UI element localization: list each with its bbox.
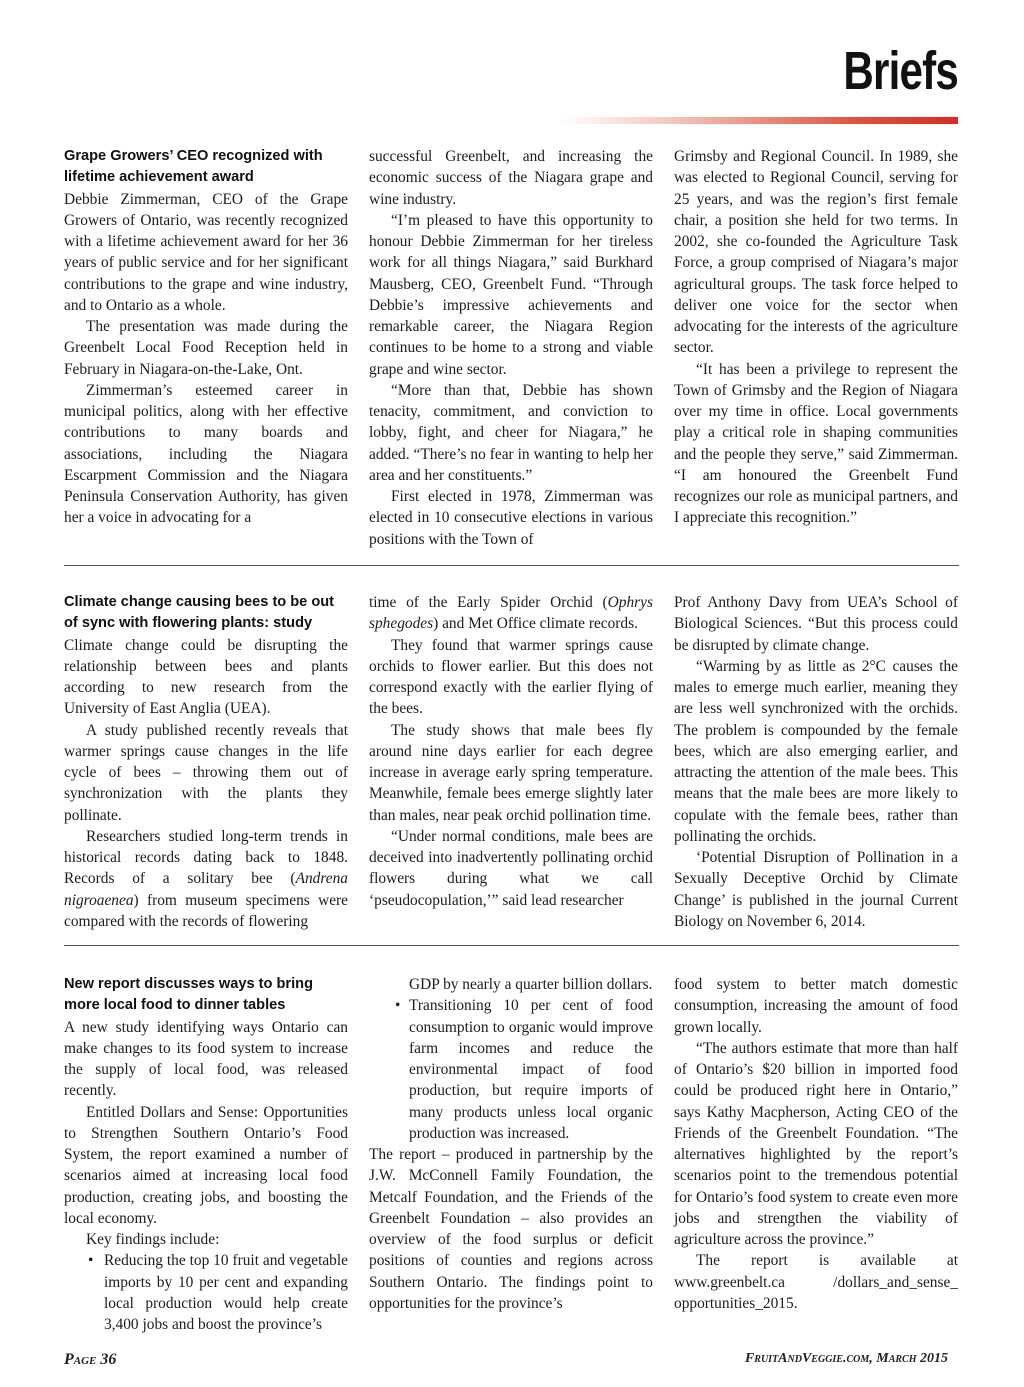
- paragraph: “It has been a privilege to represent the Town of Grimsby and the Region of Niagara over my time in office. Local governments play a critical role in shaping communities and the people they serve,” said Zimmerman. “I am honoured the Greenbelt Fund recognizes our role as municipal partners, and I appreciate this recognition.”: [674, 360, 958, 527]
- paragraph: “Warming by as little as 2°C causes the males to emerge much earlier, meaning they are less well synchronized with the orchids. The problem is compounded by the female bees, which are also emerging earlier, and attracting the attention of the male bees. This means that the male bees are more likely to copulate with the female bees, rather than pollinating the orchids.: [674, 657, 958, 845]
- article-3-column-2: [369, 974, 653, 1314]
- text-run: ) from museum specimens were compared with the records of flowering: [64, 891, 348, 930]
- header-gradient-bar: [560, 117, 958, 124]
- paragraph: Debbie Zimmerman, CEO of the Grape Growers of Ontario, was recently recognized with a lifetime achievement award for her 36 years of public service and for her significant contributions to the grape and wine industry, and to Ontario as a whole.: [64, 190, 348, 314]
- article-3-column-3: [674, 974, 958, 1314]
- paragraph: Prof Anthony Davy from UEA’s School of Biological Sciences. “But this process could be disrupted by climate change.: [674, 594, 958, 654]
- paragraph: They found that warmer springs cause orchids to flower earlier. But this does not correspond exactly with the earlier flying of the bees.: [369, 636, 653, 718]
- text-run: time of the Early Spider Orchid (: [369, 594, 608, 611]
- paragraph: Grimsby and Regional Council. In 1989, she was elected to Regional Council, serving for 25 years, and was the region’s first female chair, a position she held for two terms. In 2002, she co-founded the Agriculture Task Force, a group comprised of Niagara’s major agricultural groups. The task force helped to deliver one voice for the sector when advocating for the interests of the agriculture sector.: [674, 148, 958, 357]
- section-divider: [64, 565, 959, 566]
- article-2-column-2: [369, 592, 653, 911]
- article-1-column-1: [64, 146, 348, 529]
- text-run: Researchers studied long-term trends in historical records dating back to 1848. Records of a solitary bee (: [64, 827, 348, 888]
- paragraph: “The authors estimate that more than half of Ontario’s $20 billion in imported food could be produced right here in Ontario,” says Kathy Macpherson, Acting CEO of the Friends of the Greenbelt Foundation. “The alternatives highlighted by the report’s scenarios point to the tremendous potential for Ontario’s food system to create even more jobs and strengthen the viability of agriculture across the province.”: [674, 1039, 958, 1248]
- paragraph: [64, 826, 348, 932]
- list-item: • Transitioning 10 per cent of food consumption to organic would improve farm incomes and reduce the environmental impact of food production, but require imports of many products unless local organic production was increased.: [369, 995, 653, 1144]
- paragraph: First elected in 1978, Zimmerman was elected in 10 consecutive elections in various positions with the Town of: [369, 488, 653, 548]
- paragraph: Zimmerman’s esteemed career in municipal politics, along with her effective contributions to many boards and associations, including the Niagara Escarpment Commission and the Niagara Peninsula Conservation Authority, has given her a voice in advocating for a: [64, 381, 348, 527]
- article-1-column-2: [369, 146, 653, 550]
- paragraph: food system to better match domestic consumption, increasing the amount of food grown locally.: [674, 976, 958, 1036]
- article-3-column-1: [64, 974, 348, 1335]
- paragraph: [369, 592, 653, 635]
- paragraph: A study published recently reveals that warmer springs cause changes in the life cycle of bees – throwing them out of synchronization with the plants they pollinate.: [64, 721, 348, 824]
- species-name: Andrena nigroaenea: [64, 870, 348, 909]
- publication-info: FruitAndVeggie.com, March 2015: [744, 1351, 948, 1366]
- paragraph: “I’m pleased to have this opportunity to honour Debbie Zimmerman for her tireless work for all things Niagara,” said Burkhard Mausberg, CEO, Greenbelt Fund. “Through Debbie’s impressive achievements and remarkable career, the Niagara Region continues to be home to a strong and viable grape and wine sector.: [369, 211, 653, 378]
- paragraph: The study shows that male bees fly around nine days earlier for each degree increase in average early spring temperature. Meanwhile, female bees emerge slightly later than males, near peak orchid pollination time.: [369, 721, 653, 824]
- paragraph: The presentation was made during the Greenbelt Local Food Reception held in February in Niagara-on-the-Lake, Ont.: [64, 318, 348, 378]
- key-findings-list: [64, 1250, 348, 1335]
- paragraph: ‘Potential Disruption of Pollination in a Sexually Deceptive Orchid by Climate Change’ is published in the journal Current Biology on November 6, 2014.: [674, 849, 958, 930]
- paragraph: A new study identifying ways Ontario can make changes to its food system to increase the supply of local food, was released recently.: [64, 1018, 348, 1100]
- article-headline: Grape Growers’ CEO recognized with lifetime achievement award: [64, 148, 323, 186]
- paragraph: “More than that, Debbie has shown tenacity, commitment, and conviction to lobby, fight, and cheer for Niagara,” he added. “There’s no fear in wanting to help her area and her constituents.”: [369, 381, 653, 484]
- key-findings-list-continued: [369, 995, 653, 1144]
- list-item-continued: GDP by nearly a quarter billion dollars.: [409, 976, 653, 993]
- paragraph: The report is available at www.greenbelt.ca /dollars_and_sense_ opportunities_2015.: [674, 1252, 958, 1312]
- paragraph: “Under normal conditions, male bees are deceived into inadvertently pollinating orchid flowers during what we call ‘pseudocopulation,’” said lead researcher: [369, 827, 653, 909]
- paragraph: successful Greenbelt, and increasing the economic success of the Niagara grape and wine industry.: [369, 148, 653, 208]
- list-item: • Reducing the top 10 fruit and vegetable imports by 10 per cent and expanding local production would help create 3,400 jobs and boost the province’s: [64, 1250, 348, 1335]
- text-run: ) and Met Office climate records.: [433, 615, 638, 633]
- article-headline: New report discusses ways to bring more local food to dinner tables: [64, 976, 313, 1014]
- paragraph: Climate change could be disrupting the relationship between bees and plants according to new research from the University of East Anglia (UEA).: [64, 636, 348, 718]
- article-1-column-3: [674, 146, 958, 529]
- article-2-column-3: [674, 592, 958, 932]
- article-2-column-1: [64, 592, 348, 932]
- article-headline: Climate change causing bees to be out of sync with flowering plants: study: [64, 594, 335, 632]
- paragraph: Entitled Dollars and Sense: Opportunities to Strengthen Southern Ontario’s Food System, the report examined a number of scenarios aimed at increasing local food production, creating jobs, and boosting the local economy.: [64, 1103, 348, 1227]
- section-divider: [64, 945, 959, 946]
- page-number: Page 36: [64, 1351, 117, 1368]
- section-title: Briefs: [843, 41, 958, 101]
- paragraph: The report – produced in partnership by the J.W. McConnell Family Foundation, the Metcalf Foundation, and the Friends of the Greenbelt Foundation – also provides an overview of the food surplus or deficit positions of counties and regions across Southern Ontario. The findings point to opportunities for the province’s: [369, 1146, 653, 1312]
- paragraph: Key findings include:: [86, 1231, 220, 1248]
- species-name: Ophrys sphegodes: [369, 594, 653, 633]
